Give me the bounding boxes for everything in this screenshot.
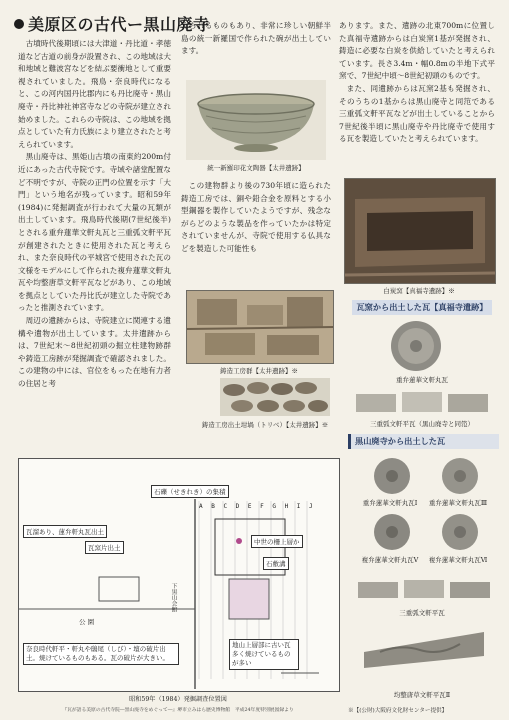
excavation-map (18, 458, 340, 692)
paragraph: この建物群より後の730年頃に造られた鋳造工房では、銅や鉛合金を原料とする小型鋼器を製作していたようですが、残念ながらどのような製品を作っていたかは特定されていませんが、寺院で使用する仏具などを製造した可能性も (181, 181, 331, 253)
flat-tile-image (360, 622, 488, 670)
tile-c4-caption: 複弁蓮華文軒丸瓦Ⅵ (428, 556, 488, 564)
paragraph: えられるものもあり、非常に珍しい朝鮮半島の統一新羅国で作られた碗が出土しています。 (181, 21, 331, 56)
tile-c3-caption: 複弁蓮華文軒丸瓦Ⅴ (361, 556, 419, 564)
tile-b-photo (352, 388, 492, 416)
flat-tile-image (356, 574, 492, 604)
roof-tile-image (372, 512, 412, 552)
tile-c3-photo (372, 512, 412, 552)
section-kuroyama-tiles: 黒山廃寺から出土した瓦 (348, 434, 499, 449)
paragraph: あります。また、遺跡の北東700mに位置した真福寺遺跡からは白炭窯1基が発掘され、鋳造に必要な白炭を供給していたと考えられています。長さ3.4m・幅0.8mの半地下式平窯で、7世紀中頃〜8世紀初頭のものです。 (339, 21, 495, 81)
tile-c1-photo (372, 456, 412, 496)
text-column-2b (181, 180, 331, 256)
tile-d-caption: 三重弧文軒平瓦 (399, 609, 445, 617)
map-label-note2: 地山上層部に古い瓦多く焼けているものが多い (229, 639, 299, 670)
kiln-image (345, 179, 495, 283)
text-column-2a (181, 20, 331, 58)
tile-d-photo (356, 574, 492, 604)
paragraph: また、同遺跡からは瓦窯2基も発掘され、そのうちの1基からは黒山廃寺と同笵である三重弧文軒平瓦などが出土していることから7世紀後半頃に黒山廃寺や丹比廃寺で使用する瓦を製造していたと考えられています。 (339, 83, 495, 144)
map-label-block: 下黒山会館 (170, 583, 176, 612)
tile-b-caption: 三重弧文軒平瓦（黒山廃寺と同笵） (370, 420, 474, 428)
bowl-caption: 統一新羅印花文陶器【太井遺跡】 (207, 164, 305, 172)
crucible-caption: 鋳造工房出土坩堝（トリベ）【太井遺跡】※ (201, 421, 329, 429)
roof-tile-image (372, 456, 412, 496)
foundry-image (187, 291, 333, 363)
text-column-3 (339, 20, 495, 146)
crucible-photo (220, 378, 330, 416)
map-label-tiles: 瓦溜あり、蓮弁軒丸瓦出土 (23, 525, 107, 538)
kiln-photo (344, 178, 496, 284)
map-source: 『瓦が語る美原の古代寺院―黒山廃寺をめぐって―』堺市立みはら歴史博物館 平成24年度特別展図録より (62, 708, 294, 713)
foundry-caption: 鋳造工房群【太井遺跡】※ (220, 367, 298, 375)
text-column-1 (18, 38, 171, 391)
grid-letters: A B C D E F G H I J (199, 503, 316, 510)
kiln-caption: 白炭窯【真福寺遺跡】※ (383, 287, 455, 295)
roof-tile-image (385, 318, 447, 374)
tile-e-photo (360, 622, 488, 670)
map-label-park: 公 園 (79, 618, 95, 626)
tile-c2-photo (440, 456, 480, 496)
map-label-sekireki: 石礫（せきれき）の集積 (151, 485, 229, 498)
foundry-photo (186, 290, 334, 364)
tile-a-caption: 重弁蓮華文軒丸瓦 (396, 376, 448, 384)
bowl-photo (186, 80, 326, 160)
map-label-moat: 中世の柵上層か (251, 535, 303, 548)
bullet-icon (14, 19, 24, 29)
map-label-stone-pave: 石敷溝 (263, 557, 289, 570)
roof-tile-image (440, 456, 480, 496)
tile-a-photo (385, 318, 447, 374)
bowl-image (186, 80, 326, 160)
photo-credit: ※【(公財)大阪府文化財センター提供】 (348, 708, 448, 714)
paragraph: 古墳時代後期頃には大津道・丹比道・孝徳道など古道の前身が設置され、この地域は大和地域と難波宮などを結ぶ要衝地として重要視されていました。飛鳥・奈良時代になると、この河内国丹比郡内にも丹比廃寺・黒山廃寺・丹比神社神宮寺などの寺院が建立され始めました。これらの寺院は、この地域を拠点としていた有力氏族により建立されたと考えられています。 (18, 39, 171, 149)
tile-c1-caption: 重弁蓮華文軒丸瓦Ⅰ (362, 499, 418, 507)
map-label-kiln: 瓦窯片出土 (85, 541, 124, 554)
tile-c2-caption: 重弁蓮華文軒丸瓦Ⅲ (428, 499, 488, 507)
paragraph: 黒山廃寺は、黒姫山古墳の南東約200m付近にあった古代寺院です。寺域や諸堂配置など不明ですが、寺院の正門の位置を示す「大門」という地名が残っています。昭和59年(1984)に発掘調査が行われて大量の瓦類が出土しています。飛鳥時代後期(7世紀後半)とされる重弁蓮華文軒丸瓦と三重弧文軒平瓦が創建されたときに使用された瓦と考えられ、また奈良時代の平城宮で使用された瓦の文様をモデルにして作られた複弁蓮華文軒丸瓦や均整唐草文軒平瓦などがあり、この地域を拠点としていた丹比氏が建立した寺院であったと推測されています。 (18, 152, 171, 313)
map-caption: 昭和59年（1984）発掘調査位置図 (129, 696, 227, 703)
crucible-image (220, 378, 330, 416)
paragraph: 周辺の遺跡からは、寺院建立に関連する遺構や遺物が出土しています。太井遺跡からは、7世紀末〜8世紀初頭の掘立柱建物跡群や鋳造工房跡が発掘調査で確認されました。この建物の中には、官位をもった在地有力者の住居と考 (18, 316, 171, 389)
map-label-note1: 奈良時代軒平・軒丸や鴟尾（しび）・壇の破片出土。焼けているものもある。瓦の破片が大きい。 (23, 643, 179, 665)
page-title-text: 美原区の古代ー黒山廃寺 (28, 15, 210, 34)
tile-e-caption: 均整唐草文軒平瓦Ⅱ (393, 691, 451, 699)
flat-tile-image (352, 388, 492, 416)
tile-c4-photo (440, 512, 480, 552)
roof-tile-image (440, 512, 480, 552)
section-kiln-tiles: 瓦窯から出土した瓦【真福寺遺跡】 (352, 300, 492, 315)
